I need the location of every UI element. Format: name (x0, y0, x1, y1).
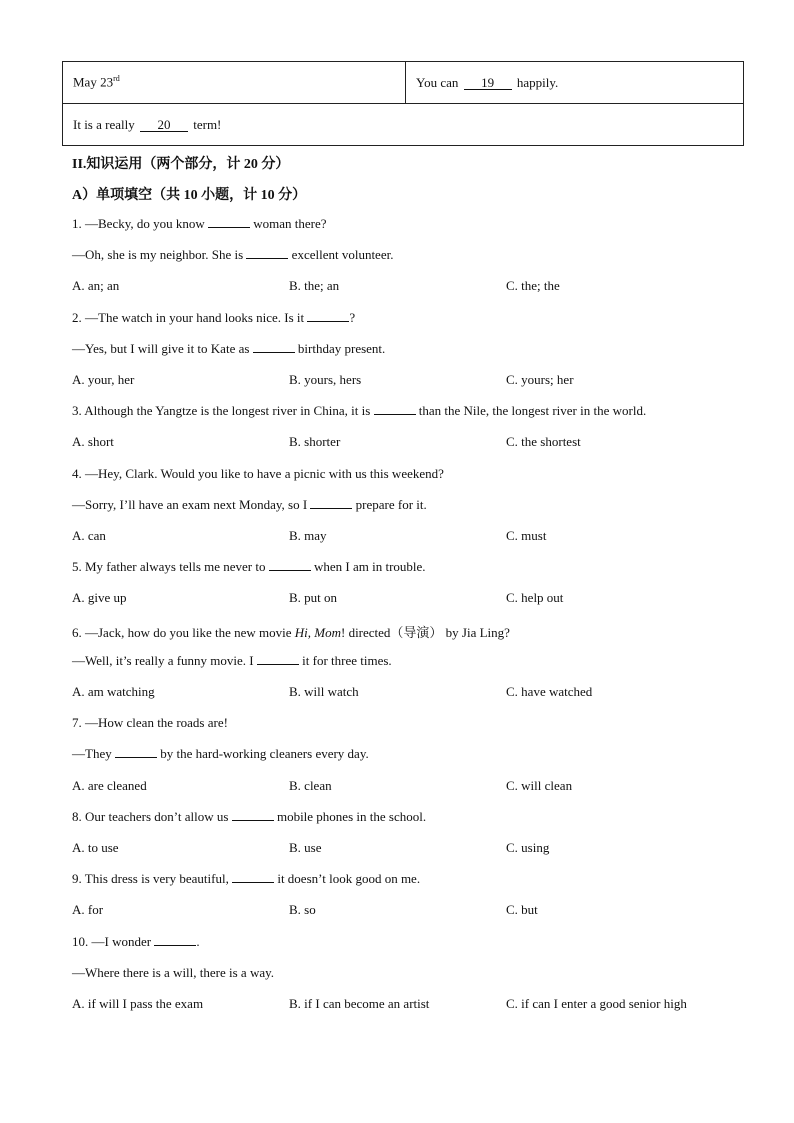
table-cell-blank-20 (63, 104, 744, 146)
question-text-segment: ? (349, 309, 356, 325)
question-text (72, 871, 420, 887)
answer-blank[interactable] (232, 871, 274, 883)
question-text-segment: —Where there is a will, there is a way. (72, 964, 275, 980)
question-text-segment: 5. My father always tells me never to (72, 559, 269, 575)
answer-option-b[interactable]: B. yours, hers (289, 372, 362, 387)
question-text (72, 653, 392, 669)
answer-option-c[interactable]: C. the shortest (506, 434, 581, 450)
question-text-segment: birthday present. (294, 340, 386, 356)
table-cell-blank-19 (406, 62, 744, 104)
question-text-segment: mobile phones in the school. (273, 808, 427, 824)
question-text-segment: 10. —I wonder (72, 933, 155, 949)
question-text-segment: 8. Our teachers don’t allow us (72, 808, 232, 824)
answer-option-b[interactable]: B. the; an (289, 278, 340, 294)
question-text-segment: 3. Although the Yangtze is the longest river in China, it is (72, 403, 374, 419)
answer-blank[interactable] (115, 746, 157, 758)
answer-blank[interactable] (253, 341, 295, 353)
question-text-segment: ! directed（导演） by Jia Ling? (340, 624, 510, 640)
question-text-segment: 1. —Becky, do you know (72, 216, 209, 231)
question-text (72, 466, 444, 482)
movie-title: Hi, Mom (294, 624, 341, 640)
question-text-segment: —They (72, 746, 115, 762)
question-text (72, 965, 274, 981)
answer-option-b[interactable]: B. so (289, 902, 316, 918)
date-text: May 23 (73, 74, 114, 90)
question-text (72, 809, 426, 825)
answer-blank[interactable] (246, 247, 288, 259)
answer-option-c[interactable]: C. will clean (506, 777, 573, 793)
answer-option-b[interactable]: B. if I can become an artist (289, 996, 430, 1011)
answer-blank[interactable] (374, 403, 416, 415)
question-text-segment: it doesn’t look good on me. (274, 871, 421, 887)
answer-blank[interactable] (257, 653, 299, 665)
question-text (72, 341, 385, 357)
question-text-segment: prepare for it. (352, 496, 427, 512)
question-text-segment: woman there? (250, 216, 327, 231)
date-suffix: rd (113, 74, 120, 84)
question-text-segment: 7. —How clean the roads are! (72, 715, 228, 731)
question-text (72, 497, 427, 513)
table-cell-date (63, 62, 406, 104)
question-text-segment: —Oh, she is my neighbor. She is (72, 247, 247, 263)
answer-blank-19[interactable]: 19 (464, 76, 512, 90)
question-text-segment: —Sorry, I’ll have an exam next Monday, so I (72, 496, 311, 512)
schedule-table (62, 61, 744, 146)
answer-blank[interactable] (307, 310, 349, 322)
answer-option-c[interactable]: C. yours; her (506, 372, 574, 387)
question-text-segment: than the Nile, the longest river in the world. (415, 403, 647, 419)
answer-option-c[interactable]: C. the; the (506, 278, 560, 294)
answer-blank[interactable] (232, 809, 274, 821)
question-text-segment: 2. —The watch in your hand looks nice. Is it (72, 309, 308, 325)
answer-option-c[interactable]: C. if can I enter a good senior high (506, 996, 687, 1011)
question-text-segment: by the hard-working cleaners every day. (156, 746, 369, 762)
part-title: A）单项填空（共 10 小题，计 10 分） (72, 188, 307, 203)
answer-option-a[interactable]: A. can (72, 528, 106, 543)
question-text-segment: excellent volunteer. (288, 247, 394, 263)
answer-blank-20[interactable]: 20 (140, 118, 188, 132)
question-text (72, 746, 369, 762)
cell-text: happily. (516, 74, 559, 90)
answer-option-b[interactable]: B. use (289, 840, 322, 855)
answer-blank[interactable] (208, 216, 250, 228)
question-text-segment: it for three times. (298, 652, 392, 668)
question-text (72, 403, 646, 419)
answer-option-a[interactable]: A. are cleaned (72, 777, 147, 793)
question-text (72, 715, 228, 731)
answer-option-c[interactable]: C. help out (506, 590, 564, 606)
question-text (72, 310, 355, 326)
answer-blank[interactable] (154, 934, 196, 946)
answer-option-c[interactable]: C. but (506, 902, 538, 918)
answer-option-c[interactable]: C. using (506, 840, 550, 855)
answer-option-b[interactable]: B. may (289, 528, 327, 543)
question-text (72, 559, 426, 575)
question-text-segment: 9. This dress is very beautiful, (72, 871, 233, 887)
question-text (72, 622, 510, 641)
answer-option-a[interactable]: A. for (72, 902, 104, 918)
answer-option-b[interactable]: B. shorter (289, 434, 341, 450)
answer-option-a[interactable]: A. am watching (72, 684, 155, 699)
question-text-segment: when I am in trouble. (310, 559, 426, 575)
question-text-segment: 4. —Hey, Clark. Would you like to have a picnic with us this weekend? (72, 465, 444, 481)
answer-option-a[interactable]: A. if will I pass the exam (72, 996, 204, 1011)
answer-option-c[interactable]: C. must (506, 528, 547, 543)
answer-option-c[interactable]: C. have watched (506, 684, 593, 699)
answer-option-a[interactable]: A. your, her (72, 372, 135, 387)
cell-text: term! (193, 116, 222, 132)
answer-option-a[interactable]: A. an; an (72, 278, 120, 294)
answer-option-a[interactable]: A. to use (72, 840, 119, 855)
question-text (72, 247, 393, 263)
answer-blank[interactable] (310, 497, 352, 509)
answer-option-a[interactable]: A. short (72, 434, 114, 450)
question-text-segment: —Well, it’s really a funny movie. I (72, 652, 257, 668)
cell-text: It is a really (73, 116, 135, 132)
question-text-segment: —Yes, but I will give it to Kate as (72, 340, 253, 356)
section-title: II.知识运用（两个部分，计 20 分） (72, 157, 290, 172)
answer-option-a[interactable]: A. give up (72, 590, 127, 606)
question-text-segment: . (196, 933, 200, 949)
question-text-segment: 6. —Jack, how do you like the new movie (72, 624, 295, 640)
answer-option-b[interactable]: B. clean (289, 777, 332, 793)
question-text (72, 216, 327, 232)
answer-blank[interactable] (269, 559, 311, 571)
cell-text: You can (416, 74, 459, 90)
answer-option-b[interactable]: B. put on (289, 590, 338, 606)
question-text (72, 934, 200, 950)
answer-option-b[interactable]: B. will watch (289, 684, 359, 699)
